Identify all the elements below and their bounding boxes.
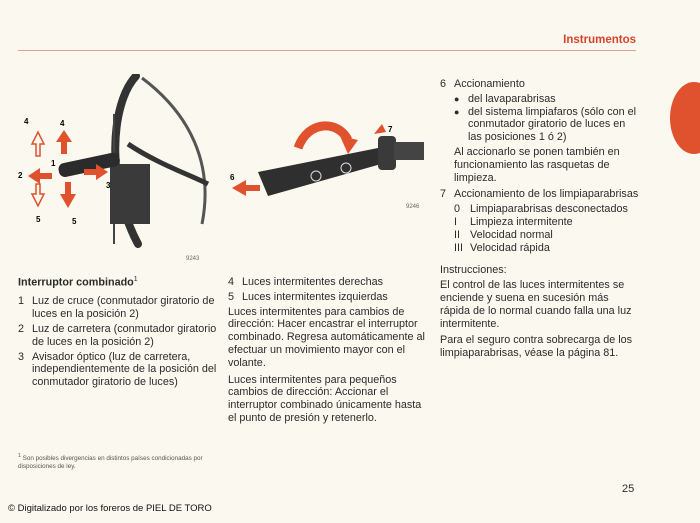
section-title: Instrumentos — [563, 34, 636, 46]
column-1 — [18, 274, 218, 391]
paragraph: Para el seguro contra sobrecarga de los limpiaparabrisas, véase la página 81. — [440, 334, 633, 360]
callout-5: 5 — [72, 217, 77, 226]
column-3 — [440, 78, 640, 364]
list-item: 6 Accionamiento — [440, 78, 525, 90]
column-2 — [228, 276, 428, 429]
combination-switch-figure — [18, 74, 218, 266]
sub-item: 0 Limpiaparabrisas desconectados — [454, 203, 628, 216]
paragraph: El control de las luces intermitentes se enciende y suena en sucesión más rápida de lo normal cuando falla una luz intermitente. — [440, 279, 632, 330]
sub-item: I Limpieza intermitente — [454, 215, 573, 228]
figure-code: 9246 — [406, 204, 420, 210]
credit-line: © Digitalizado por los foreros de PIEL DE TORO — [8, 503, 212, 514]
paragraph: Luces intermitentes para cambios de dirección: Hacer encastrar el interruptor combinado. Regresa automáticamente al efectuar un movimiento mayor con el volante. — [228, 305, 425, 369]
page-number: 25 — [622, 483, 635, 495]
wiper-stalk-figure — [228, 110, 428, 220]
bullet-icon: ● — [454, 106, 460, 117]
callout-3: 3 — [106, 181, 111, 190]
list-item: 5 Luces intermitentes izquierdas — [228, 290, 388, 303]
callout-4: 4 — [60, 119, 65, 128]
callout-6: 6 — [230, 173, 235, 182]
bullet-item: ● del sistema limpiafaros (sólo con el conmutador giratorio de luces en las posiciones 1 ó 2) — [454, 105, 637, 144]
callout-2: 2 — [18, 171, 23, 180]
sub-item: III Velocidad rápida — [454, 241, 550, 254]
figure-code: 9243 — [186, 256, 200, 262]
list-item: 1 Luz de cruce (conmutador giratorio de luces en la posición 2) — [18, 295, 215, 321]
callout-1: 1 — [51, 159, 56, 168]
callout-5-outline: 5 — [36, 215, 41, 224]
bullet-icon: ● — [454, 93, 460, 104]
list-item: 2 Luz de carretera (conmutador giratorio de luces en la posición 2) — [18, 322, 217, 348]
thumb-tab — [670, 82, 700, 154]
list-item: 7 Accionamiento de los limpiaparabrisas — [440, 188, 639, 201]
footnote: $^1$ Son posibles divergencias en distintos países condicionadas por disposiciones de ley. — [18, 453, 203, 471]
paragraph: Luces intermitentes para pequeños cambios de dirección: Accionar el interruptor combinado únicamente hasta el punto de presión y retenerlo. — [228, 373, 422, 424]
list-item: 3 Avisador óptico (luz de carretera, independientemente de la posición del conmutador giratorio de luces) — [18, 350, 217, 389]
sub-item: II Velocidad normal — [454, 228, 553, 241]
callout-4-outline: 4 — [24, 117, 29, 126]
callout-7: 7 — [388, 125, 393, 134]
header-rule — [18, 50, 636, 51]
paragraph: Al accionarlo se ponen también en funcionamiento las rasquetas de limpieza. — [454, 145, 620, 184]
instructions-heading: Instrucciones: — [440, 264, 507, 277]
bullet-item: ● del lavaparabrisas — [454, 92, 556, 105]
list-item: 4 Luces intermitentes derechas — [228, 276, 384, 288]
section-heading: Interruptor combinado$^1$ — [18, 276, 138, 289]
